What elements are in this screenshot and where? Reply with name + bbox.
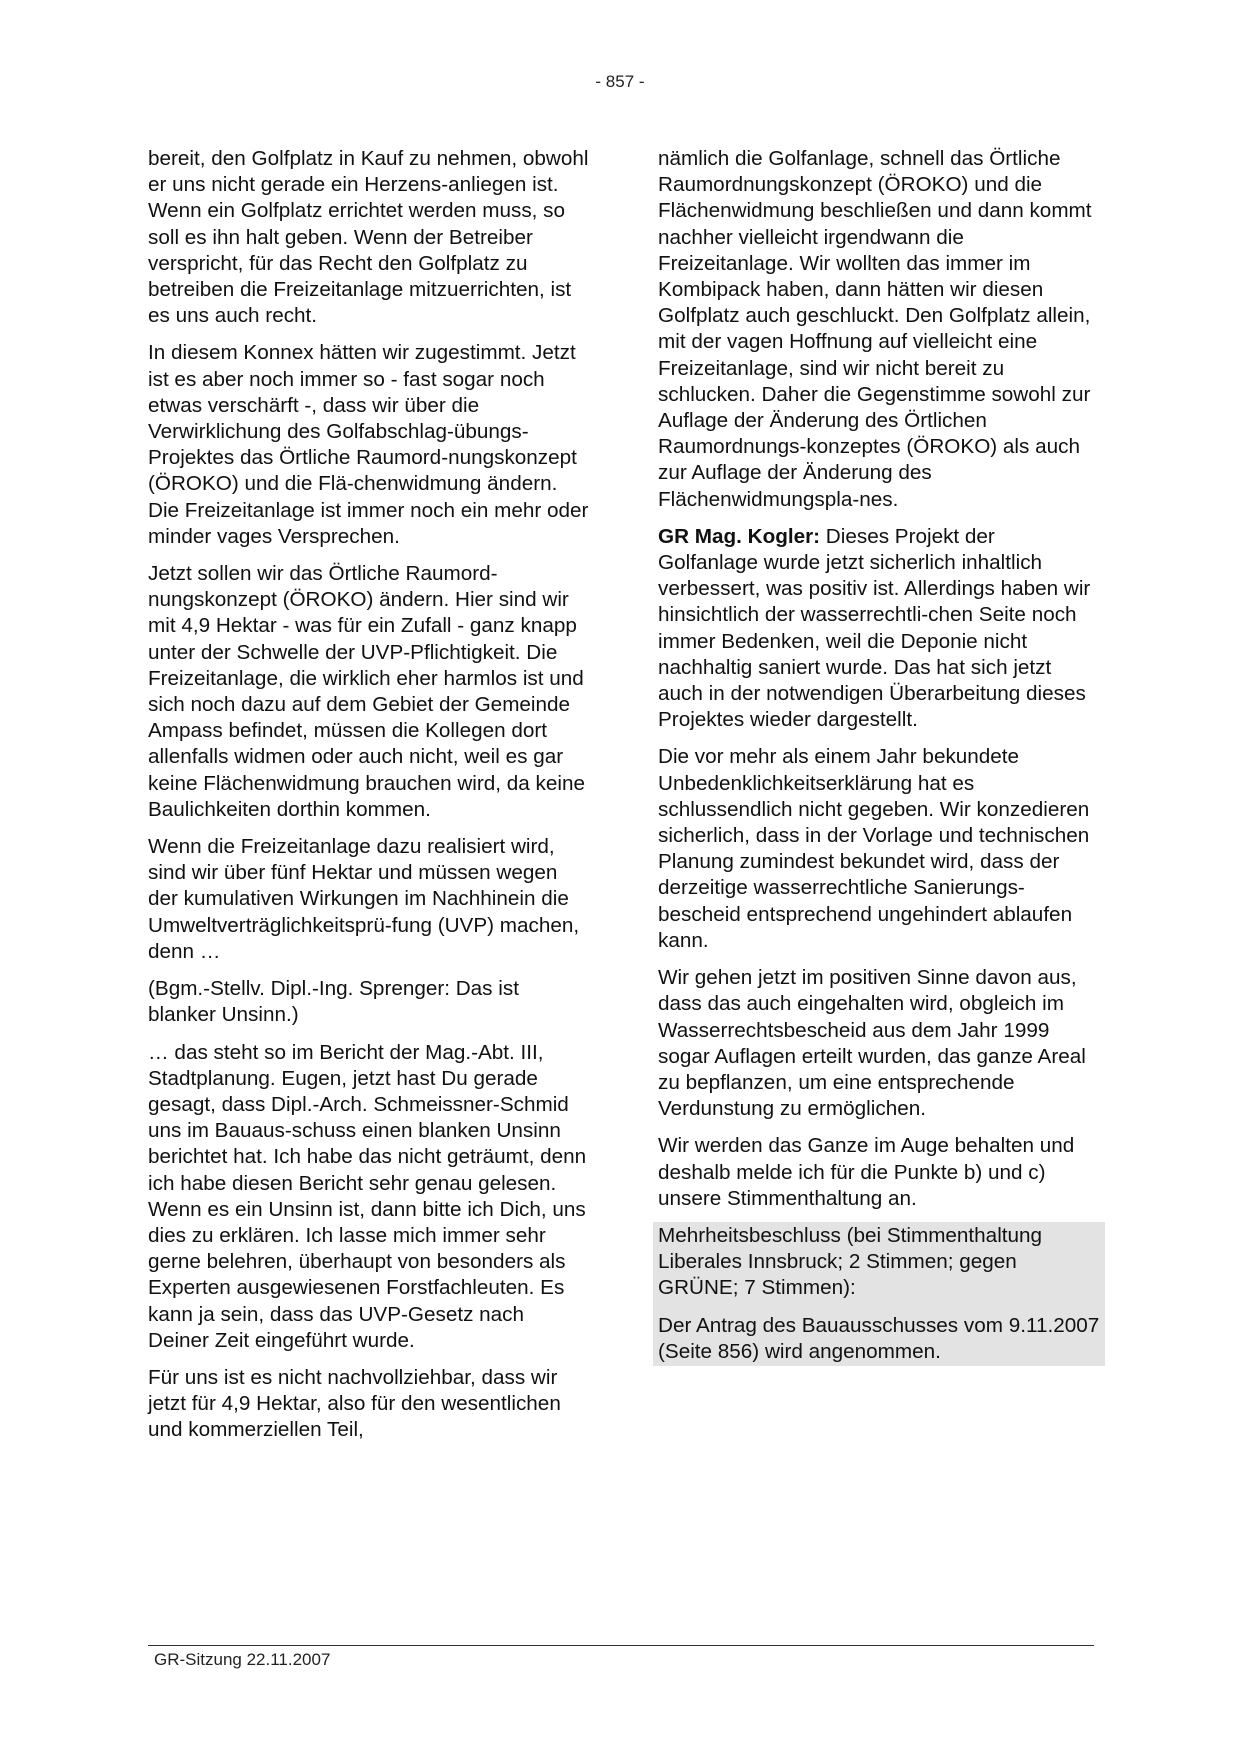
- paragraph: In diesem Konnex hätten wir zugestimmt. Jetzt ist es aber noch immer so - fast sogar noch etwas verschärft -, dass wir über die Verwirklichung des Golfabschlag-übungs-Projektes das Örtliche Raumord-nungskonzept (ÖROKO) und die Flä-chenwidmung ändern. Die Freizeitanlage ist immer noch ein mehr oder minder vages Versprechen.: [148, 341, 589, 548]
- paragraph: … das steht so im Bericht der Mag.-Abt. III, Stadtplanung. Eugen, jetzt hast Du gerade gesagt, dass Dipl.-Arch. Schmeissner-Schmid uns im Bauaus-schuss einen blanken Unsinn berichtet hat. Ich habe das nicht geträumt, denn ich habe diesen Bericht sehr genau gelesen. Wenn es ein Unsinn ist, dann bitte ich Dich, uns dies zu erklären. Ich lasse mich immer sehr gerne belehren, überhaupt von besonders als Experten ausgewiesenen Forstfachleuten. Es kann ja sein, dass das UVP-Gesetz nach Deiner Zeit eingeführt wurde.: [148, 1040, 587, 1352]
- footer-divider: [148, 1645, 1094, 1646]
- paragraph: Jetzt sollen wir das Örtliche Raumord-nungskonzept (ÖROKO) ändern. Hier sind wir mit 4,9 Hektar - was für ein Zufall - ganz knapp unter der Schwelle der UVP-Pflichtigkeit. Die Freizeitanlage, die wirklich eher harmlos ist und sich noch dazu auf dem Gebiet der Gemeinde Ampass befindet, müssen die Kollegen dort allenfalls widmen oder auch nicht, weil es gar keine Flächenwidmung brauchen wird, da keine Baulichkeiten dorthin kommen.: [148, 562, 585, 821]
- right-column: [658, 146, 1100, 1366]
- paragraph: bereit, den Golfplatz in Kauf zu nehmen, obwohl er uns nicht gerade ein Herzens-anliegen ist. Wenn ein Golfplatz errichtet werden muss, so soll es ihn halt geben. Wenn der Betreiber verspricht, für das Recht den Golfplatz zu betreiben die Freizeitanlage mitzuerrichten, ist es uns auch recht.: [148, 147, 589, 328]
- paragraph: Für uns ist es nicht nachvollziehbar, dass wir jetzt für 4,9 Hektar, also für den wesentlichen und kommerziellen Teil,: [148, 1365, 561, 1442]
- paragraph: Wir gehen jetzt im positiven Sinne davon aus, dass das auch eingehalten wird, obgleich im Wasserrechtsbescheid aus dem Jahr 1999 sogar Auflagen erteilt wurden, das ganze Areal zu bepflanzen, um eine entsprechende Verdunstung zu ermöglichen.: [658, 966, 1086, 1121]
- footer-session-date: GR-Sitzung 22.11.2007: [154, 1650, 331, 1669]
- speaker-paragraph: [658, 524, 1100, 734]
- left-column: [148, 146, 590, 1455]
- resolution-box: [653, 1222, 1105, 1366]
- speaker-text: Dieses Projekt der Golfanlage wurde jetzt sicherlich inhaltlich verbessert, was positiv ist. Allerdings haben wir hinsichtlich der wasserrechtli-chen Seite noch immer Bedenken, weil die Deponie nicht nachhaltig saniert wurde. Das hat sich jetzt auch in der notwendigen Überarbeitung dieses Projektes wieder dargestellt.: [658, 524, 1091, 732]
- paragraph: nämlich die Golfanlage, schnell das Örtliche Raumordnungskonzept (ÖROKO) und die Flächenwidmung beschließen und dann kommt nachher vielleicht irgendwann die Freizeitanlage. Wir wollten das immer im Kombipack haben, dann hätten wir diesen Golfplatz auch geschluckt. Den Golfplatz allein, mit der vagen Hoffnung auf vielleicht eine Freizeitanlage, sind wir nicht bereit zu schlucken. Daher die Gegenstimme sowohl zur Auflage der Änderung des Örtlichen Raumordnungs-konzeptes (ÖROKO) als auch zur Auflage der Änderung des Flächenwidmungspla-nes.: [658, 147, 1092, 511]
- resolution-vote: Mehrheitsbeschluss (bei Stimmenthaltung Liberales Innsbruck; 2 Stimmen; gegen GRÜNE; 7 Stimmen):: [658, 1223, 1043, 1300]
- speaker-label: GR Mag. Kogler:: [658, 524, 821, 548]
- page-number: - 857 -: [595, 72, 645, 91]
- interjection: (Bgm.-Stellv. Dipl.-Ing. Sprenger: Das ist blanker Unsinn.): [148, 977, 519, 1027]
- resolution-text: Der Antrag des Bauausschusses vom 9.11.2007 (Seite 856) wird angenommen.: [658, 1313, 1100, 1363]
- paragraph: Wenn die Freizeitanlage dazu realisiert wird, sind wir über fünf Hektar und müssen wegen der kumulativen Wirkungen im Nachhinein die Umweltverträglichkeitsprü-fung (UVP) machen, denn …: [148, 835, 580, 963]
- paragraph: Wir werden das Ganze im Auge behalten und deshalb melde ich für die Punkte b) und c) unsere Stimmenthaltung an.: [658, 1134, 1075, 1210]
- paragraph: Die vor mehr als einem Jahr bekundete Unbedenklichkeitserklärung hat es schlussendlich nicht gegeben. Wir konzedieren sicherlich, dass in der Vorlage und technischen Planung zumindest bekundet wird, dass der derzeitige wasserrechtliche Sanierungs-bescheid entsprechend ungehindert ablaufen kann.: [658, 745, 1090, 952]
